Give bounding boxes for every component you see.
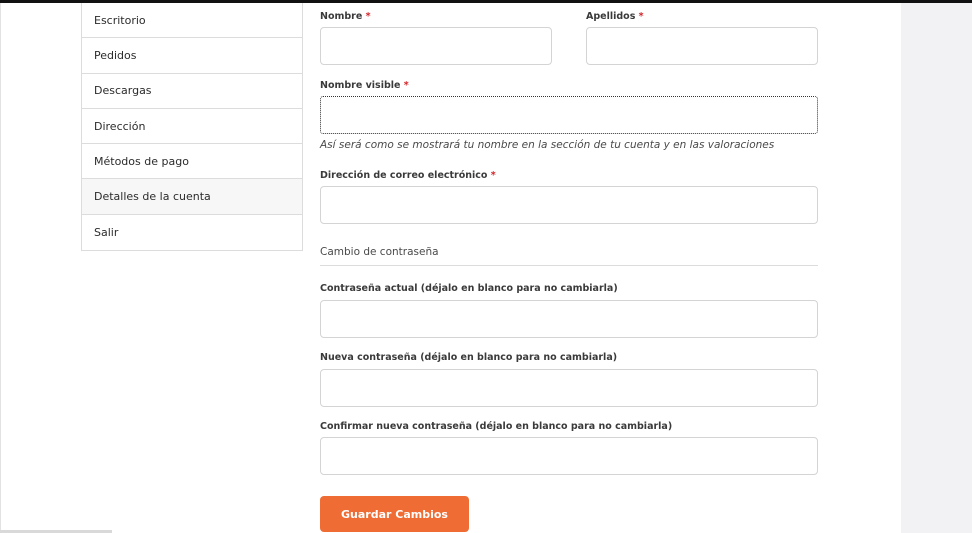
display-name-label (320, 80, 409, 91)
password-section-divider (320, 265, 818, 266)
nav-item-label: Pedidos (94, 48, 137, 62)
first-name-input[interactable] (320, 27, 552, 65)
required-mark: * (638, 11, 644, 22)
nav-item-descargas[interactable] (82, 74, 302, 109)
last-name-label (586, 11, 644, 22)
display-name-label-text: Nombre visible (320, 80, 401, 91)
nav-item-pedidos[interactable] (82, 38, 302, 73)
nav-item-label: Escritorio (94, 13, 146, 27)
nav-item-detalles-de-la-cuenta[interactable] (82, 179, 302, 214)
last-name-label-text: Apellidos (586, 11, 636, 22)
account-navigation (81, 3, 303, 251)
nav-item-direccion[interactable] (82, 109, 302, 144)
new-password-label: Nueva contraseña (déjalo en blanco para no cambiarla) (320, 352, 618, 363)
nav-item-metodos-de-pago[interactable] (82, 144, 302, 179)
save-changes-button[interactable]: Guardar Cambios (320, 496, 469, 532)
email-label (320, 170, 496, 181)
required-mark: * (365, 11, 371, 22)
last-name-input[interactable] (586, 27, 818, 65)
display-name-hint: Así será como se mostrará tu nombre en la sección de tu cuenta y en las valoraciones (320, 139, 775, 151)
display-name-input[interactable] (320, 96, 818, 134)
nav-item-label: Salir (94, 225, 119, 239)
required-mark: * (403, 80, 409, 91)
nav-item-label: Descargas (94, 84, 152, 98)
current-password-label: Contraseña actual (déjalo en blanco para no cambiarla) (320, 283, 618, 294)
first-name-label-text: Nombre (320, 11, 363, 22)
password-section-title: Cambio de contraseña (320, 246, 439, 258)
nav-item-salir[interactable] (82, 215, 302, 250)
right-side-panel (901, 3, 972, 533)
email-input[interactable] (320, 186, 818, 224)
nav-item-label: Métodos de pago (94, 154, 189, 168)
first-name-label (320, 11, 371, 22)
current-password-input[interactable] (320, 300, 818, 338)
nav-item-escritorio[interactable] (82, 3, 302, 38)
new-password-input[interactable] (320, 369, 818, 407)
required-mark: * (490, 170, 496, 181)
nav-item-label: Dirección (94, 119, 146, 133)
nav-item-label: Detalles de la cuenta (94, 190, 211, 204)
email-label-text: Dirección de correo electrónico (320, 170, 488, 181)
confirm-password-label: Confirmar nueva contraseña (déjalo en blanco para no cambiarla) (320, 421, 673, 432)
confirm-password-input[interactable] (320, 437, 818, 475)
left-edge-divider (0, 3, 1, 533)
